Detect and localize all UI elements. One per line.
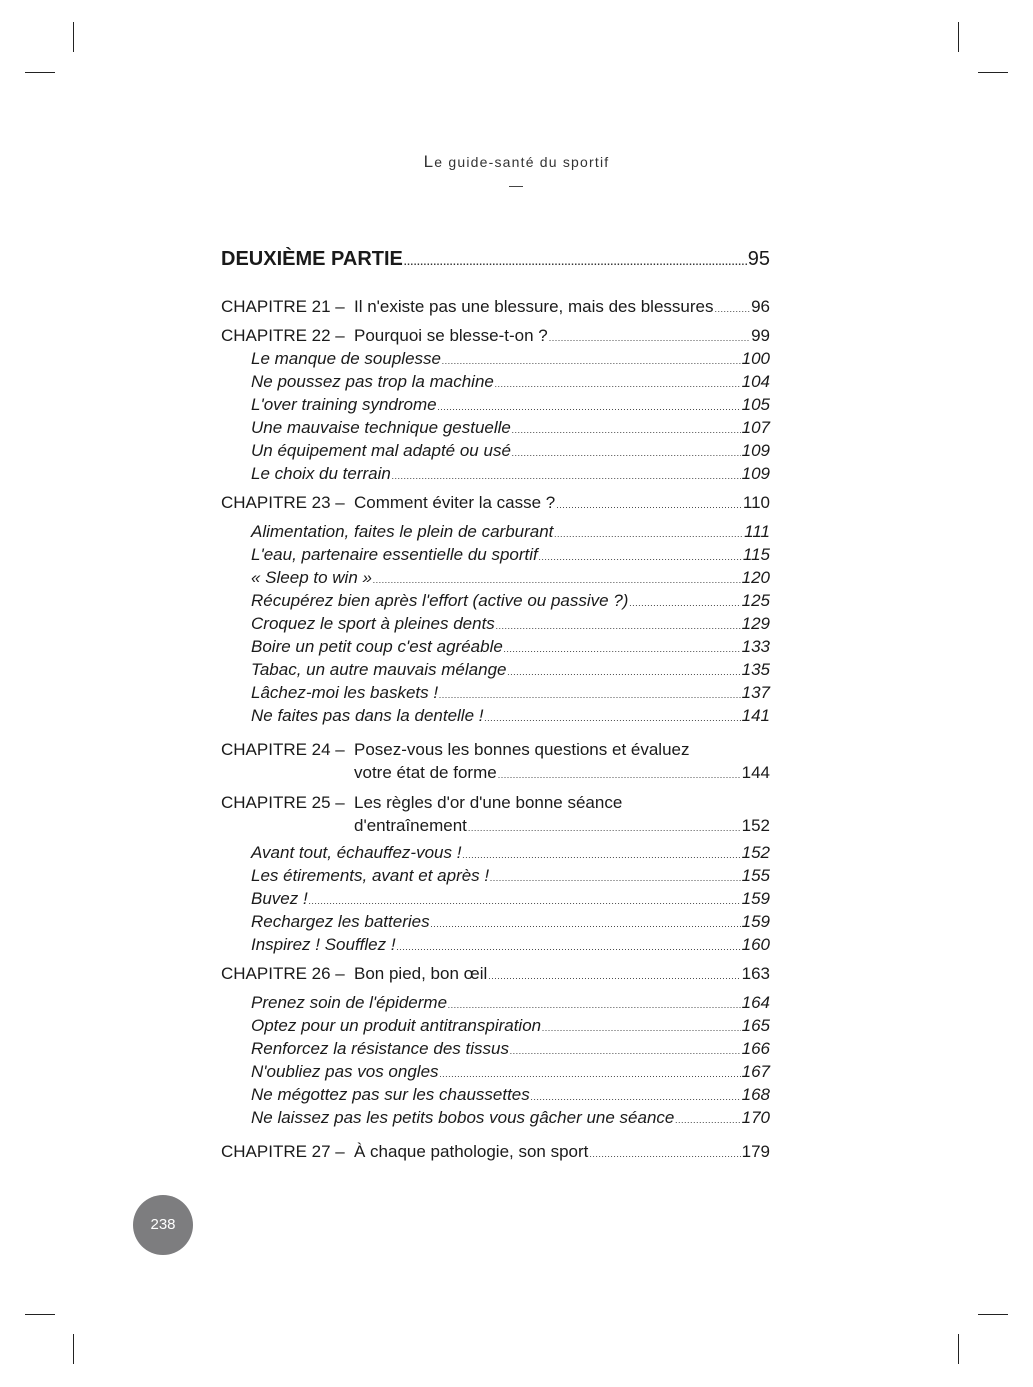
toc-subentry[interactable]	[251, 371, 770, 395]
chapter-heading	[221, 492, 555, 514]
toc-subentry[interactable]	[251, 590, 770, 614]
subentry-title: Ne poussez pas trop la machine	[251, 372, 494, 391]
leader-dots	[539, 546, 742, 568]
subentry-title: Buvez !	[251, 889, 308, 908]
leader-dots	[404, 250, 747, 276]
subentry-page: 125	[741, 591, 770, 610]
chapter-label: CHAPITRE 27 –	[221, 1142, 345, 1161]
toc-subentry[interactable]	[251, 865, 770, 889]
toc-subentry[interactable]	[251, 567, 770, 591]
toc-subentry[interactable]	[251, 440, 770, 464]
subentry-title: L'over training syndrome	[251, 395, 437, 414]
subentry-title: Une mauvaise technique gestuelle	[251, 418, 511, 437]
subentry-page: 165	[741, 1016, 770, 1035]
subentry-page: 105	[741, 395, 770, 414]
toc-subentry[interactable]	[251, 521, 770, 545]
subentry-page: 141	[741, 706, 770, 725]
leader-dots	[397, 936, 741, 958]
leader-dots	[468, 817, 741, 839]
toc-subentry[interactable]	[251, 544, 770, 568]
toc-subentry[interactable]	[251, 992, 770, 1016]
subentry-title: Le manque de souplesse	[251, 349, 441, 368]
leader-dots	[589, 1143, 740, 1165]
leader-dots	[392, 465, 741, 487]
subentry-title: Les étirements, avant et après !	[251, 866, 490, 885]
crop-mark	[25, 1314, 55, 1315]
chapter-label: CHAPITRE 23 –	[221, 493, 345, 512]
subentry-page: 160	[741, 935, 770, 954]
subentry-title: Optez pour un produit antitranspiration	[251, 1016, 542, 1035]
running-head-dash	[509, 186, 523, 187]
subentry-title: Rechargez les batteries	[251, 912, 430, 931]
subentry-page: 133	[741, 637, 770, 656]
toc-subentry[interactable]	[251, 842, 770, 866]
leader-dots	[512, 442, 741, 464]
chapter-heading	[221, 963, 487, 985]
crop-mark	[978, 1314, 1008, 1315]
subentry-page: 167	[741, 1062, 770, 1081]
subentry-page: 107	[741, 418, 770, 437]
leader-dots	[495, 373, 741, 395]
subentry-page: 166	[741, 1039, 770, 1058]
leader-dots	[512, 419, 741, 441]
toc-subentry[interactable]	[251, 1038, 770, 1062]
chapter-heading	[221, 325, 548, 347]
chapter-title: Les règles d'or d'une bonne séance	[354, 793, 623, 812]
chapter-page: 152	[741, 816, 770, 835]
subentry-title: Avant tout, échauffez-vous !	[251, 843, 462, 862]
leader-dots	[373, 569, 741, 591]
leader-dots	[490, 867, 741, 889]
subentry-title: L'eau, partenaire essentielle du sportif	[251, 545, 538, 564]
part-title: DEUXIÈME PARTIE	[221, 248, 403, 270]
subentry-page: 137	[741, 683, 770, 702]
chapter-page: 144	[741, 763, 770, 782]
subentry-page: 159	[741, 912, 770, 931]
toc-chapter[interactable]	[221, 296, 770, 320]
leader-dots	[484, 707, 740, 729]
toc-subentry[interactable]	[251, 659, 770, 683]
toc-subentry[interactable]	[251, 636, 770, 660]
subentry-page: 109	[741, 464, 770, 483]
subentry-page: 155	[741, 866, 770, 885]
subentry-title: N'oubliez pas vos ongles	[251, 1062, 439, 1081]
crop-mark	[25, 72, 55, 73]
toc-subentry[interactable]	[251, 934, 770, 958]
chapter-page: 96	[751, 297, 770, 316]
subentry-title: Prenez soin de l'épiderme	[251, 993, 448, 1012]
crop-mark	[73, 22, 74, 52]
part-page: 95	[747, 248, 770, 270]
subentry-title: Boire un petit coup c'est agréable	[251, 637, 503, 656]
chapter-page: 163	[741, 964, 770, 983]
chapter-label: CHAPITRE 22 –	[221, 326, 345, 345]
leader-dots	[440, 1063, 741, 1085]
leader-dots	[309, 890, 741, 912]
chapter-title: Comment éviter la casse ?	[354, 493, 556, 512]
toc-chapter[interactable]	[221, 963, 770, 987]
chapter-title-continued: votre état de forme	[354, 763, 497, 782]
subentry-title: Le choix du terrain	[251, 464, 391, 483]
leader-dots	[510, 1040, 741, 1062]
subentry-page: 111	[744, 522, 770, 541]
leader-dots	[714, 298, 750, 320]
leader-dots	[498, 764, 741, 786]
toc-subentry[interactable]	[251, 463, 770, 487]
part-heading[interactable]	[221, 246, 770, 276]
toc-subentry[interactable]	[251, 394, 770, 418]
toc-chapter-line1[interactable]	[221, 792, 622, 814]
toc-chapter[interactable]	[221, 492, 770, 516]
subentry-title: Inspirez ! Soufflez !	[251, 935, 396, 954]
leader-dots	[542, 1017, 741, 1039]
leader-dots	[448, 994, 741, 1016]
subentry-page: 129	[741, 614, 770, 633]
subentry-title: Lâchez-moi les baskets !	[251, 683, 439, 702]
leader-dots	[462, 844, 740, 866]
leader-dots	[439, 684, 741, 706]
toc-chapter-line2[interactable]	[354, 762, 770, 786]
crop-mark	[978, 72, 1008, 73]
toc-chapter-line1[interactable]	[221, 739, 689, 761]
subentry-title: Ne faites pas dans la dentelle !	[251, 706, 484, 725]
running-head-rest: e guide-santé du sportif	[434, 154, 610, 170]
subentry-title: Récupérez bien après l'effort (active ou passive ?)	[251, 591, 629, 610]
leader-dots	[504, 638, 741, 660]
toc-subentry[interactable]	[251, 613, 770, 637]
chapter-page: 179	[741, 1142, 770, 1161]
toc-subentry[interactable]	[251, 682, 770, 706]
running-head	[0, 152, 1033, 172]
toc-subentry[interactable]	[251, 911, 770, 935]
leader-dots	[442, 350, 741, 372]
leader-dots	[629, 592, 740, 614]
page-number: 238	[150, 1216, 176, 1233]
chapter-page: 110	[742, 493, 770, 512]
running-head-initial: L	[423, 152, 435, 171]
toc-subentry[interactable]	[251, 417, 770, 441]
leader-dots	[675, 1109, 740, 1131]
leader-dots	[531, 1086, 741, 1108]
subentry-page: 135	[741, 660, 770, 679]
toc-chapter[interactable]	[221, 325, 770, 349]
leader-dots	[554, 523, 743, 545]
chapter-title: Posez-vous les bonnes questions et évaluez	[354, 740, 690, 759]
toc-subentry[interactable]	[251, 1084, 770, 1108]
chapter-label: CHAPITRE 21 –	[221, 297, 345, 316]
subentry-title: Renforcez la résistance des tissus	[251, 1039, 509, 1058]
leader-dots	[556, 494, 742, 516]
crop-mark	[73, 1334, 74, 1364]
toc-chapter-line2[interactable]	[354, 815, 770, 839]
chapter-label: CHAPITRE 25 –	[221, 793, 345, 812]
leader-dots	[507, 661, 740, 683]
toc-subentry[interactable]	[251, 888, 770, 912]
subentry-page: 152	[741, 843, 770, 862]
chapter-title: Bon pied, bon œil	[354, 964, 488, 983]
subentry-page: 168	[741, 1085, 770, 1104]
subentry-page: 120	[741, 568, 770, 587]
toc-chapter[interactable]	[221, 1141, 770, 1165]
subentry-title: Tabac, un autre mauvais mélange	[251, 660, 507, 679]
chapter-title: Pourquoi se blesse-t-on ?	[354, 326, 548, 345]
toc-subentry[interactable]	[251, 705, 770, 729]
subentry-page: 115	[742, 545, 770, 564]
chapter-page: 99	[751, 326, 770, 345]
subentry-title: Alimentation, faites le plein de carburant	[251, 522, 554, 541]
page-number-badge	[133, 1195, 193, 1255]
subentry-title: « Sleep to win »	[251, 568, 372, 587]
subentry-title: Ne mégottez pas sur les chaussettes	[251, 1085, 530, 1104]
subentry-page: 159	[741, 889, 770, 908]
toc-subentry[interactable]	[251, 1015, 770, 1039]
chapter-title-continued: d'entraînement	[354, 816, 467, 835]
crop-mark	[958, 22, 959, 52]
chapter-title: À chaque pathologie, son sport	[354, 1142, 589, 1161]
chapter-label: CHAPITRE 26 –	[221, 964, 345, 983]
subentry-page: 100	[741, 349, 770, 368]
chapter-title: Il n'existe pas une blessure, mais des blessures	[354, 297, 714, 316]
subentry-page: 104	[741, 372, 770, 391]
crop-mark	[958, 1334, 959, 1364]
leader-dots	[431, 913, 741, 935]
toc-subentry[interactable]	[251, 1107, 770, 1131]
leader-dots	[549, 327, 750, 349]
leader-dots	[488, 965, 740, 987]
toc-subentry[interactable]	[251, 1061, 770, 1085]
chapter-label: CHAPITRE 24 –	[221, 740, 345, 759]
subentry-title: Un équipement mal adapté ou usé	[251, 441, 511, 460]
subentry-page: 170	[741, 1108, 770, 1127]
subentry-title: Croquez le sport à pleines dents	[251, 614, 495, 633]
subentry-page: 109	[741, 441, 770, 460]
chapter-heading	[221, 296, 713, 318]
chapter-heading	[221, 1141, 588, 1163]
leader-dots	[496, 615, 741, 637]
toc-subentry[interactable]	[251, 348, 770, 372]
subentry-page: 164	[741, 993, 770, 1012]
subentry-title: Ne laissez pas les petits bobos vous gâcher une séance	[251, 1108, 675, 1127]
leader-dots	[438, 396, 741, 418]
